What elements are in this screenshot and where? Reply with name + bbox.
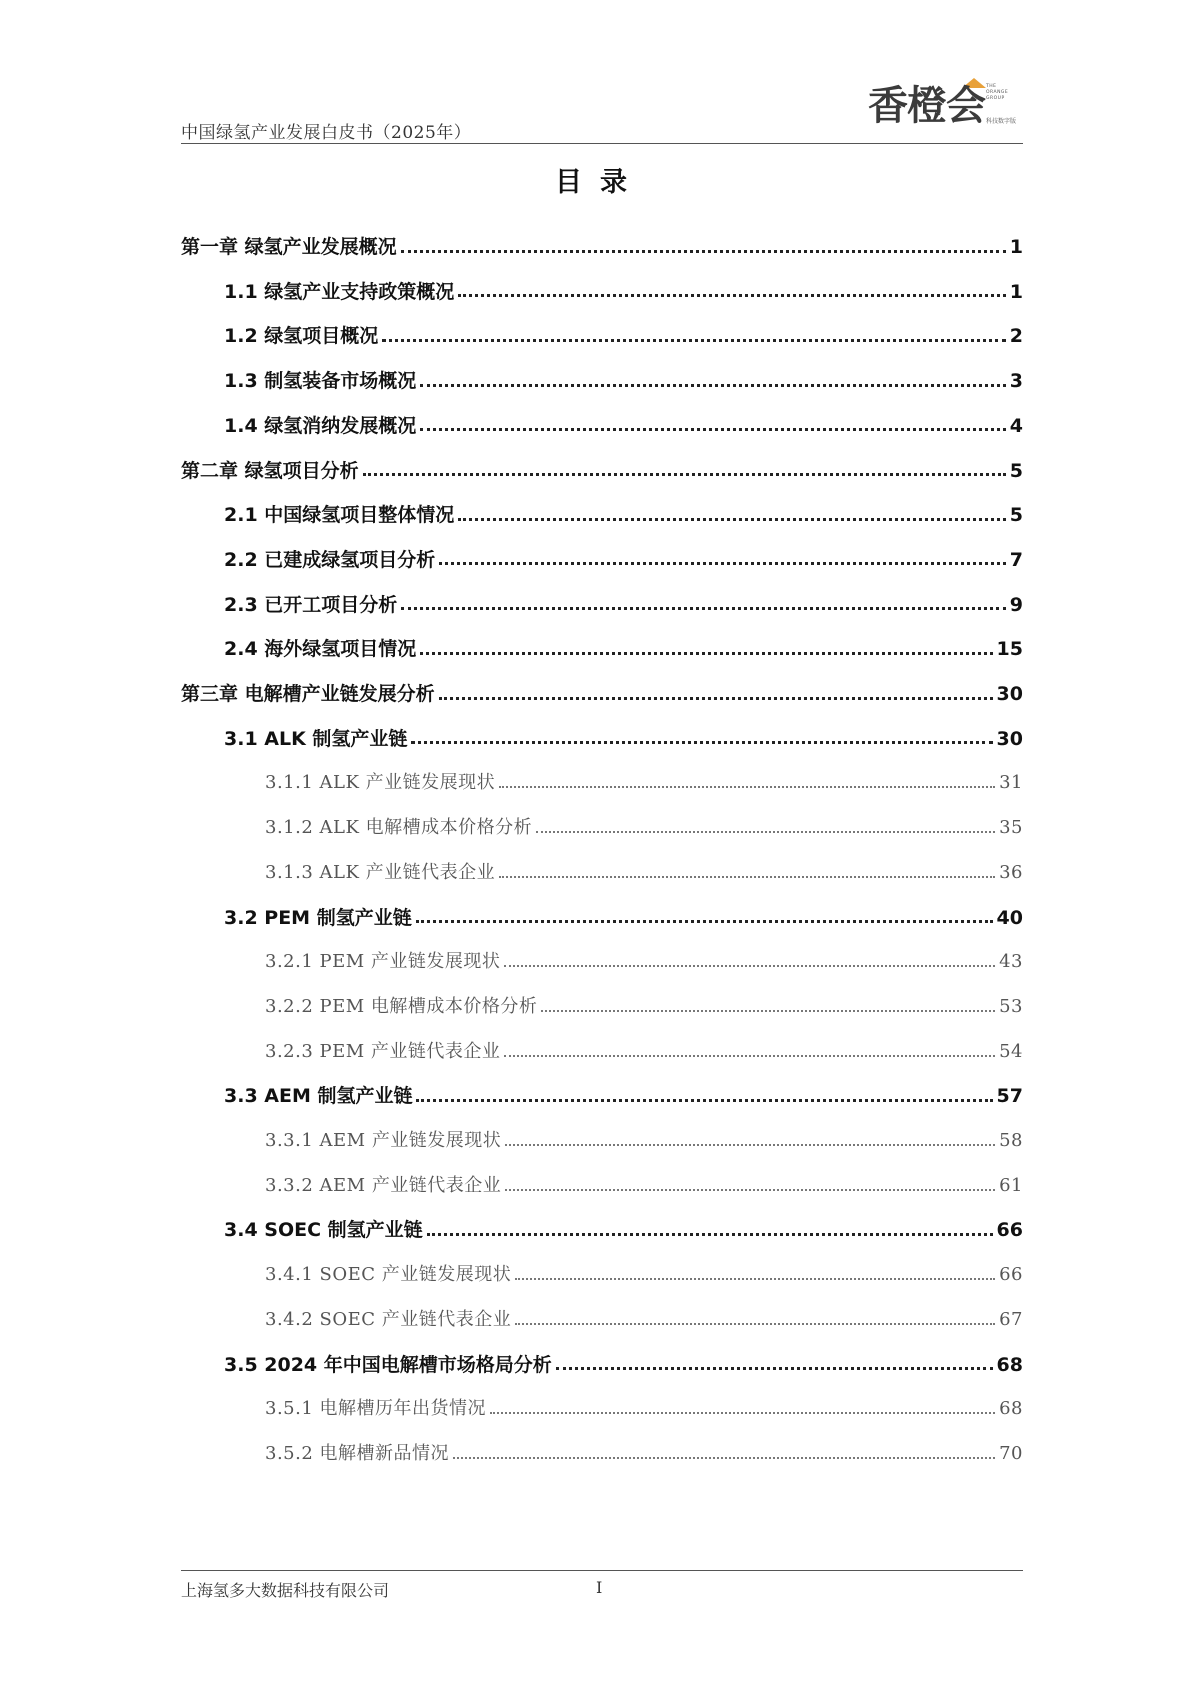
toc-entry-title: 3.3.2 AEM 产业链代表企业	[265, 1174, 502, 1196]
toc-dot-leader	[490, 1412, 995, 1414]
toc-entry-page: 30	[996, 683, 1023, 705]
toc-dot-leader	[505, 1189, 995, 1191]
toc-entry[interactable]	[224, 500, 1023, 528]
toc-entry[interactable]	[224, 545, 1023, 573]
toc-dot-leader	[515, 1278, 995, 1280]
toc-entry-page: 68	[996, 1353, 1023, 1376]
toc-dot-leader	[439, 562, 1005, 565]
toc-entry-title: 3.5 2024 年中国电解槽市场格局分析	[224, 1353, 552, 1376]
toc-dot-leader	[499, 876, 995, 878]
toc-entry-title: 3.5.2 电解槽新品情况	[265, 1442, 450, 1464]
toc-dot-leader	[458, 294, 1005, 297]
toc-entry-title: 2.4 海外绿氢项目情况	[224, 638, 417, 661]
toc-entry-title: 3.3.1 AEM 产业链发展现状	[265, 1130, 502, 1151]
toc-entry[interactable]	[224, 1350, 1023, 1378]
toc-dot-leader	[499, 786, 995, 788]
toc-entry[interactable]	[265, 1439, 1023, 1467]
toc-entry-page: 43	[999, 951, 1023, 973]
toc-entry-page: 36	[999, 861, 1023, 883]
toc-entry[interactable]	[224, 590, 1023, 618]
toc-entry-title: 1.3 制氢装备市场概况	[224, 370, 417, 393]
toc-entry[interactable]	[224, 634, 1023, 662]
toc-entry[interactable]	[224, 277, 1023, 305]
toc-dot-leader	[439, 697, 993, 700]
toc-entry-title: 第三章 电解槽产业链发展分析	[181, 683, 435, 705]
toc-dot-leader	[515, 1323, 995, 1325]
toc-entry[interactable]	[224, 1081, 1023, 1109]
toc-entry[interactable]	[265, 858, 1023, 886]
toc-entry-title: 3.4 SOEC 制氢产业链	[224, 1219, 423, 1242]
header-divider	[181, 143, 1023, 144]
toc-entry-title: 1.2 绿氢项目概况	[224, 325, 379, 348]
toc-entry[interactable]	[224, 366, 1023, 394]
logo-english-text: THE ORANGE GROUP	[986, 84, 1009, 101]
toc-entry-page: 68	[999, 1398, 1023, 1420]
toc-dot-leader	[420, 384, 1005, 387]
toc-entry[interactable]	[265, 947, 1023, 975]
toc-entry-title: 1.1 绿氢产业支持政策概况	[224, 280, 455, 303]
toc-entry-page: 66	[999, 1264, 1023, 1286]
toc-entry-page: 53	[999, 995, 1023, 1017]
toc-entry-page: 61	[999, 1174, 1023, 1196]
toc-entry-page: 5	[1009, 459, 1023, 482]
toc-entry-page: 35	[999, 817, 1023, 839]
toc-entry[interactable]	[224, 1215, 1023, 1243]
toc-entry[interactable]	[265, 1394, 1023, 1422]
toc-entry-page: 1	[1009, 280, 1023, 303]
toc-dot-leader	[401, 250, 1006, 253]
toc-entry-page: 15	[996, 638, 1023, 661]
toc-entry-title: 第一章 绿氢产业发展概况	[181, 236, 397, 258]
toc-entry-page: 4	[1009, 414, 1023, 437]
toc-entry-title: 第二章 绿氢项目分析	[181, 459, 359, 482]
toc-entry-title: 2.1 中国绿氢项目整体情况	[224, 504, 455, 527]
toc-dot-leader	[458, 518, 1005, 521]
toc-entry-page: 66	[996, 1219, 1023, 1242]
toc-entry-title: 1.4 绿氢消纳发展概况	[224, 414, 417, 437]
toc-entry-page: 7	[1009, 548, 1023, 571]
toc-dot-leader	[427, 1233, 993, 1236]
toc-entry-title: 2.2 已建成绿氢项目分析	[224, 548, 436, 571]
toc-entry-page: 1	[1009, 236, 1023, 258]
toc-dot-leader	[401, 607, 1005, 610]
toc-entry[interactable]	[265, 1037, 1023, 1065]
toc-entry-page: 70	[999, 1442, 1023, 1464]
toc-dot-leader	[416, 1099, 992, 1102]
footer-divider	[181, 1570, 1023, 1571]
toc-entry-title: 3.4.2 SOEC 产业链代表企业	[265, 1308, 512, 1330]
toc-entry[interactable]	[224, 903, 1023, 931]
toc-entry-title: 3.2.2 PEM 电解槽成本价格分析	[265, 995, 538, 1017]
toc-dot-leader	[363, 473, 1006, 476]
toc-dot-leader	[411, 741, 992, 744]
toc-entry-page: 54	[999, 1040, 1023, 1062]
toc-dot-leader	[556, 1367, 993, 1370]
toc-dot-leader	[420, 652, 992, 655]
toc-entry[interactable]	[181, 679, 1023, 707]
toc-entry-page: 5	[1009, 504, 1023, 527]
toc-entry-title: 3.4.1 SOEC 产业链发展现状	[265, 1264, 512, 1286]
toc-entry[interactable]	[265, 768, 1023, 796]
toc-entry[interactable]	[265, 813, 1023, 841]
toc-entry[interactable]	[224, 724, 1023, 752]
toc-entry[interactable]	[224, 321, 1023, 349]
toc-dot-leader	[541, 1010, 995, 1012]
toc-dot-leader	[504, 965, 995, 967]
toc-entry-page: 9	[1009, 593, 1023, 616]
toc-entry-title: 3.1.1 ALK 产业链发展现状	[265, 772, 496, 794]
toc-entry-page: 3	[1009, 370, 1023, 393]
toc-entry-title: 2.3 已开工项目分析	[224, 593, 398, 616]
toc-entry[interactable]	[265, 1305, 1023, 1333]
toc-dot-leader	[416, 920, 993, 923]
toc-entry[interactable]	[265, 1171, 1023, 1199]
toc-entry-title: 3.2.3 PEM 产业链代表企业	[265, 1040, 501, 1062]
brand-logo	[868, 78, 1024, 136]
toc-dot-leader	[453, 1457, 995, 1459]
logo-sub-text: 科技数字版	[986, 118, 1017, 125]
toc-entry-page: 2	[1009, 325, 1023, 348]
toc-entry-title: 3.1.2 ALK 电解槽成本价格分析	[265, 817, 533, 839]
toc-entry-title: 3.3 AEM 制氢产业链	[224, 1085, 413, 1108]
toc-entry-page: 31	[999, 772, 1023, 794]
footer-page-number: I	[596, 1578, 603, 1597]
toc-dot-leader	[504, 1055, 995, 1057]
toc-entry-title: 3.1.3 ALK 产业链代表企业	[265, 861, 496, 883]
toc-entry-title: 3.1 ALK 制氢产业链	[224, 727, 408, 750]
footer-company: 上海氢多大数据科技有限公司	[181, 1581, 390, 1600]
toc-entry[interactable]	[265, 992, 1023, 1020]
toc-entry[interactable]	[265, 1126, 1023, 1154]
page-title: 目录	[555, 167, 645, 198]
toc-entry-page: 57	[996, 1085, 1023, 1108]
toc-entry[interactable]	[265, 1260, 1023, 1288]
header-title: 中国绿氢产业发展白皮书（2025年）	[181, 123, 472, 143]
toc-entry-page: 67	[999, 1308, 1023, 1330]
toc-entry-title: 3.2.1 PEM 产业链发展现状	[265, 951, 501, 973]
toc-entry-page: 58	[999, 1130, 1023, 1151]
toc-entry-title: 3.5.1 电解槽历年出货情况	[265, 1398, 487, 1420]
toc-dot-leader	[505, 1144, 995, 1146]
toc-entry-title: 3.2 PEM 制氢产业链	[224, 906, 412, 929]
toc-entry-page: 30	[996, 727, 1023, 750]
toc-entry-page: 40	[996, 906, 1023, 929]
toc-dot-leader	[536, 831, 995, 833]
toc-entry[interactable]	[181, 456, 1023, 484]
toc-entry[interactable]	[181, 232, 1023, 260]
logo-text: 香橙会	[868, 83, 985, 129]
toc-dot-leader	[382, 339, 1005, 342]
toc-entry[interactable]	[224, 411, 1023, 439]
toc-dot-leader	[420, 428, 1005, 431]
